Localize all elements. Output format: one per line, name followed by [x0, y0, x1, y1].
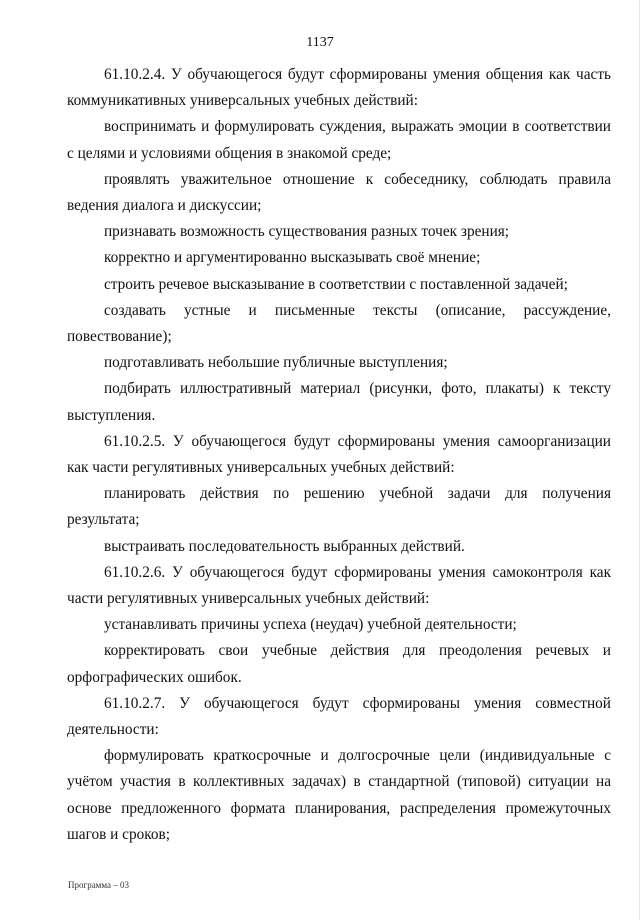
list-item: устанавливать причины успеха (неудач) учебной деятельности; — [104, 616, 517, 634]
paragraph-61-10-2-6: 61.10.2.6. У обучающегося будут сформированы умения самоконтроля как части регулятивных универсальных учебных действий: — [67, 563, 611, 608]
list-item: выстраивать последовательность выбранных действий. — [104, 537, 465, 555]
paragraph-61-10-2-5: 61.10.2.5. У обучающегося будут сформированы умения самоорганизации как части регулятивных универсальных учебных действий: — [67, 432, 611, 477]
list-item: строить речевое высказывание в соответствии с поставленной задачей; — [104, 275, 568, 293]
page-footer: Программа – 03 — [68, 880, 130, 890]
list-item: создавать устные и письменные тексты (описание, рассуждение, повествование); — [67, 301, 611, 346]
list-item: подбирать иллюстративный материал (рисунки, фото, плакаты) к тексту выступления. — [67, 380, 611, 424]
paragraph-61-10-2-7: 61.10.2.7. У обучающегося будут сформированы умения совместной деятельности: — [67, 694, 611, 739]
paragraph-61-10-2-4: 61.10.2.4. У обучающегося будут сформированы умения общения как часть коммуникативных универсальных учебных действий: — [67, 66, 611, 110]
list-item: корректно и аргументированно высказывать своё мнение; — [104, 249, 481, 267]
list-item: подготавливать небольшие публичные выступления; — [104, 354, 448, 372]
list-item: признавать возможность существования разных точек зрения; — [104, 223, 510, 241]
list-item: формулировать краткосрочные и долгосрочные цели (индивидуальные с учётом участия в коллективных задачах) в стандартной (типовой) ситуации на основе предложенного формата планирования, распределения промежуточных шагов и сроков; — [67, 747, 611, 843]
document-body — [67, 62, 611, 848]
page-number: 1137 — [306, 35, 334, 50]
list-item: планировать действия по решению учебной задачи для получения результата; — [67, 485, 611, 529]
list-item: воспринимать и формулировать суждения, выражать эмоции в соответствии с целями и условиями общения в знакомой среде; — [67, 118, 611, 162]
list-item: корректировать свои учебные действия для преодоления речевых и орфографических ошибок. — [67, 642, 611, 686]
list-item: проявлять уважительное отношение к собеседнику, соблюдать правила ведения диалога и дискуссии; — [67, 170, 611, 215]
